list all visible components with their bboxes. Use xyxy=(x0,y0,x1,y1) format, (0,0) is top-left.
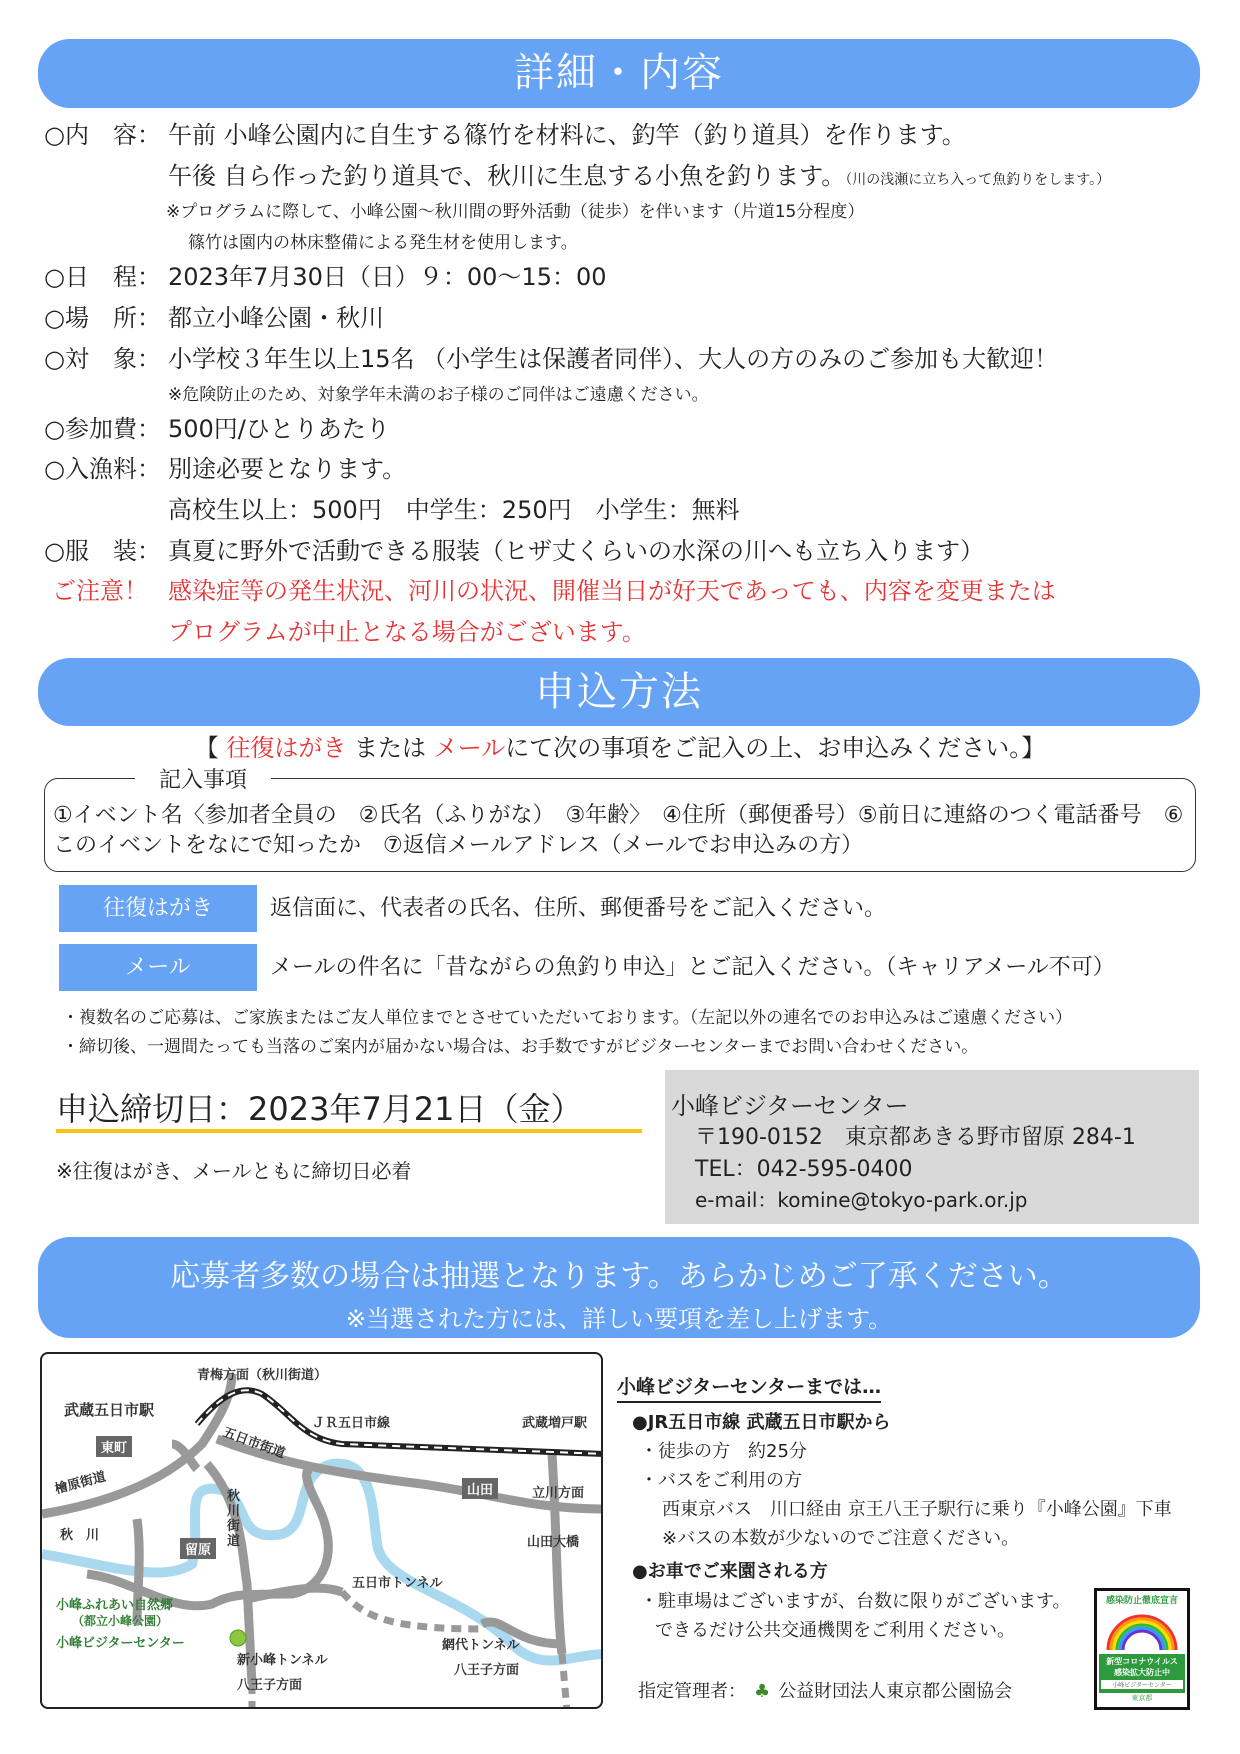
access-line: 西東京バス 川口経由 京王八王子駅行に乗り『小峰公園』下車 xyxy=(662,1499,1172,1520)
caution-label: ご注意！ xyxy=(52,577,148,605)
postcard-text: 返信面に、代表者の氏名、住所、郵便番号をご記入ください。 xyxy=(270,896,887,921)
row-value: 500円/ひとりあたり xyxy=(168,415,390,443)
map-label: 新小峰トンネル xyxy=(237,1653,328,1668)
map-label: 小峰ビジターセンター xyxy=(56,1636,185,1651)
map-label: 網代トンネル xyxy=(442,1638,520,1653)
access-line: ※バスの本数が少ないのでご注意ください。 xyxy=(662,1528,1020,1549)
section-title: 申込方法 xyxy=(535,669,703,715)
row-label: ○内 容： xyxy=(44,121,161,149)
row-value: 別途必要となります。 xyxy=(168,455,407,483)
map-label: 立川方面 xyxy=(532,1486,585,1501)
contact-address: 〒190-0152 東京都あきる野市留原 284-1 xyxy=(695,1125,1136,1150)
infection-prevention-badge xyxy=(1094,1588,1190,1710)
map-label: 秋川街道 xyxy=(227,1489,241,1549)
map-label: 秋 川 xyxy=(60,1528,100,1543)
content-row xyxy=(168,161,1110,195)
map-label: 檜原街道 xyxy=(53,1469,108,1498)
instruction-rest: にて次の事項をご記入の上、お申込みください。】 xyxy=(505,734,1046,762)
row-label: ○入漁料： xyxy=(44,455,161,483)
map-tag: 東町 xyxy=(96,1436,132,1457)
row-aside: （川の浅瀬に立ち入って魚釣りをします。） xyxy=(845,172,1111,188)
map-tag: 山田 xyxy=(462,1478,498,1499)
map-label: 青梅方面（秋川街道） xyxy=(197,1368,328,1383)
map-tag: 留原 xyxy=(180,1538,216,1559)
access-line: できるだけ公共交通機関をご利用ください。 xyxy=(655,1620,1015,1641)
row-label: ○対 象： xyxy=(44,345,161,373)
access-heading: ●お車でご来園される方 xyxy=(632,1561,828,1582)
access-line: ・バスをご利用の方 xyxy=(640,1470,802,1491)
box-text: ①イベント名〈参加者全員の ②氏名（ふりがな） ③年齢〉 ④住所（郵便番号）⑤前日に連絡のつく電話番号 ⑥このイベントをなにで知ったか ⑦返信メールアドレス（メールでお申込みの方） xyxy=(53,803,1184,858)
row-label: ○場 所： xyxy=(44,304,161,332)
row-note: ※プログラムに際して、小峰公園～秋川間の野外活動（徒歩）を伴います（片道15分程度） xyxy=(166,202,865,222)
or-text: または xyxy=(346,734,434,762)
email-tag: メール xyxy=(59,944,257,991)
access-map xyxy=(40,1352,603,1709)
badge-gov: 東京都 xyxy=(1131,1694,1153,1702)
manager-row xyxy=(638,1677,1012,1703)
postcard-tag: 往復はがき xyxy=(59,885,257,932)
caution-text: 感染症等の発生状況、河川の状況、開催当日が好天であっても、内容を変更または xyxy=(168,577,1056,605)
map-label: 山田大橋 xyxy=(527,1535,580,1550)
row-value: 真夏に野外で活動できる服装（ヒザ丈くらいの水深の川へも立ち入ります） xyxy=(168,537,984,565)
manager-label: 指定管理者： xyxy=(638,1681,746,1702)
banner-sub: ※当選された方には、詳しい要項を差し上げます。 xyxy=(345,1305,893,1333)
lottery-banner xyxy=(38,1237,1200,1338)
rainbow-icon xyxy=(1102,1606,1182,1650)
row-note: ※危険防止のため、対象学年未満のお子様のご同伴はご遠慮ください。 xyxy=(168,385,709,405)
row-label: ○日 程： xyxy=(44,263,161,291)
map-label: （都立小峰公園） xyxy=(72,1614,169,1628)
note: ・締切後、一週間たっても当落のご案内が届かない場合は、お手数ですがビジターセンターまでお問い合わせください。 xyxy=(62,1037,979,1057)
access-heading: ●JR五日市線 武蔵五日市駅から xyxy=(632,1412,891,1433)
row-value: 小学校３年生以上15名 （小学生は保護者同伴）、大人の方のみのご参加も大歓迎！ xyxy=(168,345,1059,373)
section-header-apply xyxy=(38,658,1200,726)
map-label: 小峰ふれあい自然郷 xyxy=(56,1598,174,1613)
badge-top: 感染防止徹底宣言 xyxy=(1105,1596,1178,1606)
map-label: 八王子方面 xyxy=(237,1678,303,1693)
caution-text: プログラムが中止となる場合がございます。 xyxy=(168,618,646,646)
section-header-details xyxy=(38,39,1200,108)
row-label: ○参加費： xyxy=(44,415,161,443)
map-label: 五日市街道 xyxy=(220,1425,287,1462)
badge-name: 小峰ビジターセンター xyxy=(1101,1680,1183,1689)
map-label: 五日市トンネル xyxy=(352,1576,443,1591)
access-line: ・駐車場はございますが、台数に限りがございます。 xyxy=(640,1591,1071,1612)
park-association-logo-icon: ♣ xyxy=(754,1681,771,1702)
access-title: 小峰ビジターセンターまでは… xyxy=(617,1372,881,1403)
badge-mid: 新型コロナウイルス xyxy=(1106,1657,1178,1666)
section-title: 詳細・内容 xyxy=(514,50,724,96)
banner-main: 応募者多数の場合は抽選となります。あらかじめご了承ください。 xyxy=(170,1259,1068,1294)
bracket: 【 xyxy=(194,734,227,762)
park-marker xyxy=(230,1630,246,1646)
row-label: ○服 装： xyxy=(44,537,161,565)
email-keyword: メール xyxy=(433,734,506,762)
email-text: メールの件名に「昔ながらの魚釣り申込」とご記入ください。（キャリアメール不可） xyxy=(270,955,1115,980)
row-value: 午後 自ら作った釣り道具で、秋川に生息する小魚を釣ります。 xyxy=(168,162,846,190)
apply-instruction xyxy=(0,733,1240,763)
contact-box xyxy=(665,1070,1199,1224)
row-value: 2023年7月30日（日）９：00～15：00 xyxy=(168,263,607,291)
badge-mid: 感染拡大防止中 xyxy=(1114,1668,1170,1677)
deadline-underline xyxy=(56,1129,642,1133)
manager-name: 公益財団法人東京都公園協会 xyxy=(778,1681,1013,1702)
map-label: 武蔵増戸駅 xyxy=(522,1416,588,1431)
contact-email[interactable]: e-mail：komine@tokyo-park.or.jp xyxy=(695,1188,1028,1212)
map-label: 武蔵五日市駅 xyxy=(64,1401,155,1419)
map-label: 八王子方面 xyxy=(454,1663,520,1678)
deadline: 申込締切日：2023年7月21日（金） xyxy=(56,1090,583,1128)
row-note: 篠竹は園内の林床整備による発生材を使用します。 xyxy=(188,233,578,253)
note: ・複数名のご応募は、ご家族またはご友人単位までとさせていただいております。（左記以外の連名でのお申込みはご遠慮ください） xyxy=(62,1008,1073,1028)
box-title: 記入事項 xyxy=(135,763,271,794)
required-items-box xyxy=(44,768,1196,872)
row-value: 高校生以上：500円 中学生：250円 小学生：無料 xyxy=(168,496,740,524)
row-value: 都立小峰公園・秋川 xyxy=(168,304,384,332)
access-line: ・徒歩の方 約25分 xyxy=(640,1441,807,1462)
contact-name: 小峰ビジターセンター xyxy=(671,1092,909,1120)
map-label: ＪＲ五日市線 xyxy=(312,1416,391,1431)
contact-tel: TEL：042-595-0400 xyxy=(695,1157,913,1182)
deadline-note: ※往復はがき、メールともに締切日必着 xyxy=(56,1159,412,1183)
postcard-keyword: 往復はがき xyxy=(226,734,347,762)
row-value: 午前 小峰公園内に自生する篠竹を材料に、釣竿（釣り道具）を作ります。 xyxy=(168,121,966,149)
